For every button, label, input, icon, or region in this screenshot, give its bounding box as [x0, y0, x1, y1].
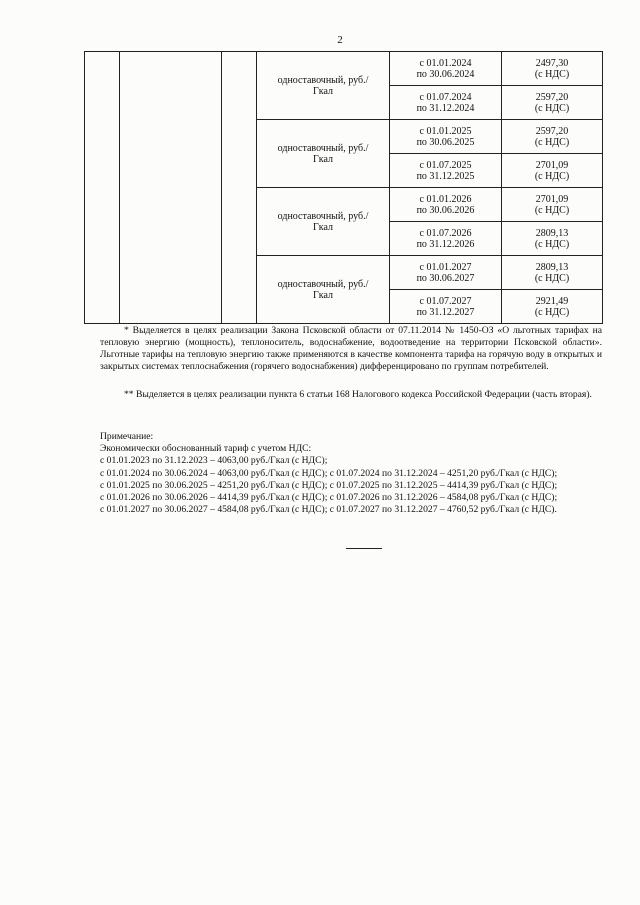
vat-label: (с НДС) — [534, 306, 570, 318]
vat-label: (с НДС) — [534, 204, 570, 216]
period-from: с 01.07.2025 — [419, 159, 472, 171]
period-to: по 31.12.2027 — [416, 306, 475, 318]
vat-label: (с НДС) — [534, 170, 570, 182]
period-from: с 01.07.2024 — [419, 91, 472, 103]
period-cell — [390, 52, 502, 86]
period-from: с 01.01.2027 — [419, 261, 472, 273]
tariff-value-cell — [502, 120, 603, 154]
tariff-value: 2597,20 — [535, 91, 569, 103]
period-to: по 31.12.2024 — [416, 102, 475, 114]
tariff-value: 2497,30 — [535, 57, 569, 69]
vat-label: (с НДС) — [534, 272, 570, 284]
note-line: с 01.01.2027 по 30.06.2027 – 4584,08 руб./Гкал (с НДС); с 01.07.2027 по 31.12.2027 – 4760,52 руб./Гкал (с НДС). — [100, 504, 557, 516]
tariff-value: 2701,09 — [535, 193, 569, 205]
period-to: по 31.12.2025 — [416, 170, 475, 182]
tariff-value-cell — [502, 154, 603, 188]
period-cell — [390, 154, 502, 188]
tariff-type-cell: одноставочный, руб./Гкал — [257, 120, 390, 188]
period-cell — [390, 86, 502, 120]
tariff-type-cell: одноставочный, руб./Гкал — [257, 188, 390, 256]
footnote-preferential-tariffs: * Выделяется в целях реализации Закона Псковской области от 07.11.2014 № 1450-ОЗ «О льготных тарифах на тепловую энергию (мощность), теплоноситель, водоснабжение, водоотведение на территории Псковской области». Льготные тарифы на тепловую энергию также применяются в качестве компонента тарифа на горячую воду в открытых и закрытых системах теплоснабжения (горячего водоснабжения) дифференцировано по группам потребителей. — [100, 325, 602, 372]
period-from: с 01.01.2025 — [419, 125, 472, 137]
tariff-value-cell — [502, 256, 603, 290]
tariff-value-cell — [502, 188, 603, 222]
period-cell — [390, 120, 502, 154]
tariff-value-cell — [502, 52, 603, 86]
empty-cell-2 — [120, 52, 222, 324]
empty-cell-3 — [222, 52, 257, 324]
period-to: по 30.06.2026 — [416, 204, 475, 216]
vat-label: (с НДС) — [534, 102, 570, 114]
period-cell — [390, 188, 502, 222]
note-line: с 01.01.2025 по 30.06.2025 – 4251,20 руб./Гкал (с НДС); с 01.07.2025 по 31.12.2025 – 4414,39 руб./Гкал (с НДС); — [100, 479, 558, 491]
period-to: по 31.12.2026 — [416, 238, 475, 250]
tariff-type-cell: одноставочный, руб./Гкал — [257, 52, 390, 120]
vat-label: (с НДС) — [534, 136, 570, 148]
note-line: с 01.01.2024 по 30.06.2024 – 4063,00 руб./Гкал (с НДС); с 01.07.2024 по 31.12.2024 – 4251,20 руб./Гкал (с НДС); — [100, 467, 558, 479]
end-separator-line — [346, 548, 382, 549]
period-from: с 01.01.2026 — [419, 193, 472, 205]
note-section — [100, 431, 610, 516]
table-row — [85, 52, 603, 86]
vat-label: (с НДС) — [534, 238, 570, 250]
note-subheading: Экономически обоснованный тариф с учетом НДС: — [100, 443, 312, 455]
empty-cell-1 — [85, 52, 120, 324]
period-cell — [390, 222, 502, 256]
period-from: с 01.07.2027 — [419, 295, 472, 307]
period-from: с 01.01.2024 — [419, 57, 472, 69]
tariff-value-cell — [502, 290, 603, 324]
period-to: по 30.06.2027 — [416, 272, 475, 284]
tariff-value: 2701,09 — [535, 159, 569, 171]
tariff-value-cell — [502, 86, 603, 120]
period-from: с 01.07.2026 — [419, 227, 472, 239]
tariff-value: 2809,13 — [535, 261, 569, 273]
tariff-value: 2597,20 — [535, 125, 569, 137]
vat-label: (с НДС) — [534, 68, 570, 80]
period-to: по 30.06.2024 — [416, 68, 475, 80]
tariff-value: 2921,49 — [535, 295, 569, 307]
period-cell — [390, 256, 502, 290]
note-line: с 01.01.2026 по 30.06.2026 – 4414,39 руб./Гкал (с НДС); с 01.07.2026 по 31.12.2026 – 4584,08 руб./Гкал (с НДС); — [100, 492, 558, 504]
tariff-value-cell — [502, 222, 603, 256]
tariff-table — [84, 51, 603, 324]
note-heading: Примечание: — [100, 431, 154, 442]
note-line: с 01.01.2023 по 31.12.2023 – 4063,00 руб./Гкал (с НДС); — [100, 455, 328, 467]
page-number: 2 — [337, 34, 343, 46]
period-cell — [390, 290, 502, 324]
footnote-tax-code: ** Выделяется в целях реализации пункта 6 статьи 168 Налогового кодекса Российской Федерации (часть вторая). — [124, 389, 592, 400]
period-to: по 30.06.2025 — [416, 136, 475, 148]
tariff-type-cell: одноставочный, руб./Гкал — [257, 256, 390, 324]
tariff-value: 2809,13 — [535, 227, 569, 239]
